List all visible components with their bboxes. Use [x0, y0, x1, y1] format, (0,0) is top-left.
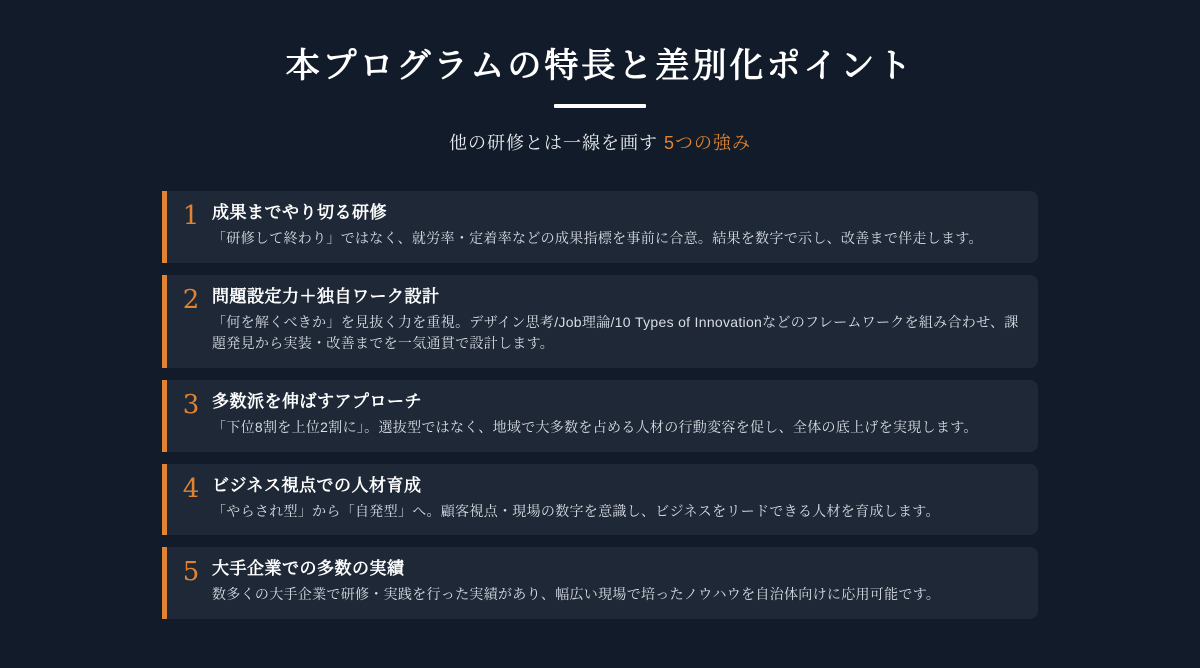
feature-description: 「何を解くべきか」を見抜く力を重視。デザイン思考/Job理論/10 Types of Innovationなどのフレームワークを組み合わせ、課題発見から実装・改善までを一気通貫で設計します。 [212, 313, 1019, 352]
feature-number: 2 [182, 284, 200, 315]
feature-description: 「下位8割を上位2割に」。選抜型ではなく、地域で大多数を占める人材の行動変容を促し、全体の底上げを実現します。 [212, 419, 978, 436]
feature-title: 成果までやり切る研修 [212, 203, 387, 223]
feature-number: 3 [182, 390, 200, 421]
feature-card-1 [162, 191, 1038, 263]
feature-title: 大手企業での多数の実績 [212, 559, 405, 579]
feature-content [212, 558, 1022, 606]
title-divider [554, 104, 646, 108]
feature-list [162, 191, 1038, 619]
feature-title: 多数派を伸ばすアプローチ [212, 392, 422, 412]
feature-content [212, 391, 1022, 439]
page-title: 本プログラムの特長と差別化ポイント [285, 46, 915, 86]
feature-description: 「研修して終わり」ではなく、就労率・定着率などの成果指標を事前に合意。結果を数字で示し、改善まで伴走します。 [212, 230, 983, 247]
feature-number: 4 [182, 473, 200, 504]
feature-content [212, 202, 1022, 250]
feature-content [212, 475, 1022, 523]
subtitle [0, 129, 1200, 155]
feature-content [212, 286, 1022, 355]
feature-card-3 [162, 380, 1038, 452]
feature-title: ビジネス視点での人材育成 [212, 475, 422, 495]
feature-description: 「やらされ型」から「自発型」へ。顧客視点・現場の数字を意識し、ビジネスをリードできる人材を育成します。 [212, 502, 940, 519]
subtitle-highlight: 5つの強み [663, 133, 751, 154]
feature-number: 5 [182, 557, 200, 588]
feature-card-2 [162, 275, 1038, 368]
feature-description: 数多くの大手企業で研修・実践を行った実績があり、幅広い現場で培ったノウハウを自治体向けに応用可能です。 [212, 586, 941, 603]
subtitle-text: 他の研修とは一線を画す [448, 133, 664, 154]
feature-number: 1 [182, 201, 200, 232]
feature-card-4 [162, 464, 1038, 536]
feature-title: 問題設定力＋独自ワーク設計 [212, 286, 440, 306]
feature-card-5 [162, 547, 1038, 619]
